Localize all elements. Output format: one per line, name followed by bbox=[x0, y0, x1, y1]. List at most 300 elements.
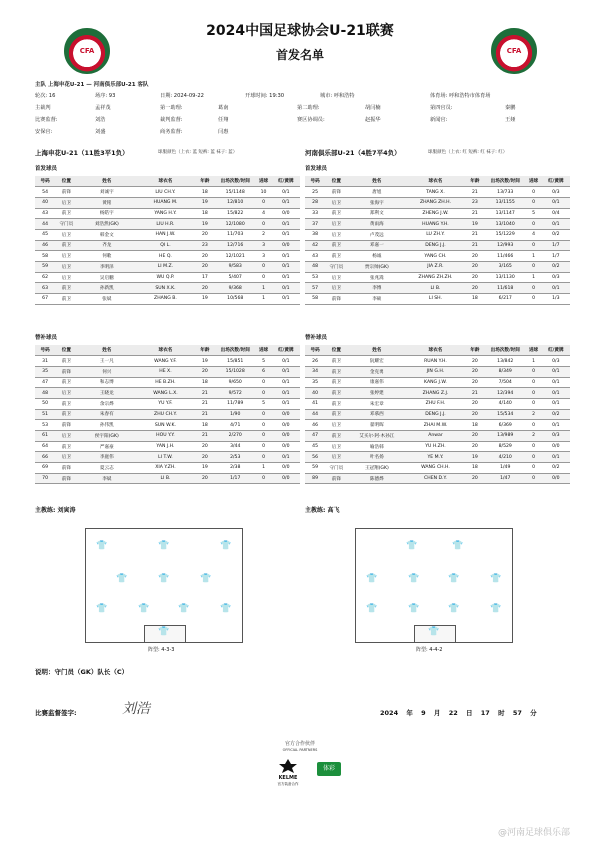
ar2-name: 胡闫楠 bbox=[365, 105, 381, 111]
table-cell: 后卫 bbox=[325, 197, 347, 208]
table-cell: ZHU CH.Y. bbox=[136, 409, 195, 420]
column-header: 号码 bbox=[305, 176, 325, 187]
table-cell: 40 bbox=[35, 197, 55, 208]
table-cell: 18 bbox=[195, 377, 215, 388]
table-cell: 后卫 bbox=[55, 262, 77, 273]
table-row bbox=[35, 441, 300, 452]
table-cell: 58 bbox=[35, 251, 55, 262]
table-cell: 前锋 bbox=[55, 187, 77, 198]
table-cell: 李博 bbox=[347, 283, 406, 294]
table-cell: 57 bbox=[305, 283, 325, 294]
table-cell: 前卫 bbox=[325, 251, 347, 262]
table-cell: 20 bbox=[195, 229, 215, 240]
table-row bbox=[305, 452, 570, 463]
table-cell: 15/1148 bbox=[215, 187, 255, 198]
column-header: 红/黄牌 bbox=[542, 176, 570, 187]
table-cell: YANG H.Y. bbox=[136, 208, 195, 219]
table-cell: 前锋 bbox=[55, 463, 77, 474]
date-part: 时 bbox=[498, 709, 505, 717]
table-cell: HE X. bbox=[136, 366, 195, 377]
table-cell: YU Y.F. bbox=[136, 398, 195, 409]
table-row bbox=[305, 463, 570, 474]
table-cell: 0/1 bbox=[272, 229, 300, 240]
column-header: 红/黄牌 bbox=[272, 345, 300, 356]
table-cell: 李庭伟 bbox=[77, 452, 136, 463]
table-cell: 53 bbox=[305, 272, 325, 283]
player-shirt-icon: 👕 bbox=[448, 574, 460, 584]
table-cell: 26 bbox=[305, 356, 325, 367]
table-cell: 0 bbox=[255, 420, 271, 431]
table-cell: 刘浩然(GK) bbox=[77, 219, 136, 230]
table-cell: 艾买尔·阿·木孙江 bbox=[347, 431, 406, 442]
table-cell: 18 bbox=[195, 187, 215, 198]
table-cell: 2/53 bbox=[215, 452, 255, 463]
table-cell: LI M.Z. bbox=[136, 262, 195, 273]
table-cell: 18 bbox=[195, 208, 215, 219]
table-cell: 19 bbox=[195, 463, 215, 474]
column-header: 位置 bbox=[325, 345, 347, 356]
table-cell: 0/1 bbox=[542, 388, 570, 399]
table-cell: 0/1 bbox=[542, 366, 570, 377]
column-header: 球衣名 bbox=[136, 345, 195, 356]
table-cell: 余宗烨 bbox=[77, 398, 136, 409]
table-cell: QI L. bbox=[136, 240, 195, 251]
table-cell: 34 bbox=[305, 366, 325, 377]
table-cell: 0 bbox=[255, 431, 271, 442]
table-cell: 5 bbox=[525, 208, 541, 219]
table-cell: 康嘉伟 bbox=[347, 377, 406, 388]
column-header: 号码 bbox=[35, 176, 55, 187]
table-cell: 前卫 bbox=[325, 398, 347, 409]
table-cell: 后卫 bbox=[325, 229, 347, 240]
player-shirt-icon: 👕 bbox=[448, 604, 460, 614]
table-cell: 0/1 bbox=[272, 197, 300, 208]
table-cell: WANG Y.F. bbox=[136, 356, 195, 367]
table-cell: 张婷建 bbox=[347, 388, 406, 399]
table-cell: 0/2 bbox=[542, 229, 570, 240]
column-header: 姓名 bbox=[347, 176, 406, 187]
table-cell: 0/0 bbox=[542, 473, 570, 484]
table-cell: 46 bbox=[35, 240, 55, 251]
table-cell: 54 bbox=[35, 187, 55, 198]
player-shirt-icon: 👕 bbox=[490, 574, 502, 584]
table-cell: SUN X.K. bbox=[136, 283, 195, 294]
column-header: 球衣名 bbox=[406, 345, 465, 356]
table-cell: 15/1028 bbox=[215, 366, 255, 377]
commissioner-label: 比赛监督: bbox=[35, 117, 58, 123]
table-row bbox=[35, 219, 300, 230]
table-cell: 37 bbox=[305, 219, 325, 230]
column-header: 位置 bbox=[55, 176, 77, 187]
table-cell: 58 bbox=[305, 294, 325, 305]
table-cell: 13/1147 bbox=[485, 208, 525, 219]
date-part: 月 bbox=[433, 709, 441, 717]
table-cell: ZHENG J.W. bbox=[406, 208, 465, 219]
table-row bbox=[305, 420, 570, 431]
column-header: 年龄 bbox=[465, 345, 485, 356]
table-cell: 0 bbox=[255, 219, 271, 230]
table-cell: 20 bbox=[465, 283, 485, 294]
player-shirt-icon: 👕 bbox=[366, 574, 378, 584]
table-cell: 1/17 bbox=[215, 473, 255, 484]
table-cell: 19 bbox=[195, 219, 215, 230]
table-cell: 12/1080 bbox=[215, 219, 255, 230]
table-cell: 9/572 bbox=[215, 388, 255, 399]
table-row bbox=[305, 409, 570, 420]
coordinator-name: 赵振华 bbox=[365, 117, 381, 123]
table-row bbox=[305, 431, 570, 442]
round: 轮次: 16 bbox=[35, 93, 56, 99]
business-name: 闫惠 bbox=[218, 129, 229, 135]
table-cell: 0/2 bbox=[542, 262, 570, 273]
table-cell: 前锋 bbox=[55, 366, 77, 377]
table-cell: 前卫 bbox=[55, 240, 77, 251]
table-cell: 21 bbox=[465, 240, 485, 251]
table-cell: 金克勇 bbox=[347, 366, 406, 377]
table-cell: 19 bbox=[195, 294, 215, 305]
table-cell: 20 bbox=[465, 377, 485, 388]
table-cell: 20 bbox=[465, 441, 485, 452]
table-cell: 18 bbox=[465, 463, 485, 474]
table-cell: 0/1 bbox=[272, 283, 300, 294]
table-cell: 杨皓宇 bbox=[77, 208, 136, 219]
player-shirt-icon: 👕 bbox=[96, 604, 108, 614]
home-subs-label: 替补球员 bbox=[35, 335, 58, 341]
table-cell: 50 bbox=[35, 398, 55, 409]
table-cell: 66 bbox=[35, 452, 55, 463]
table-cell: 前卫 bbox=[55, 294, 77, 305]
table-cell: 1/90 bbox=[215, 409, 255, 420]
table-cell: 11/703 bbox=[215, 229, 255, 240]
away-formation-pitch bbox=[355, 528, 513, 643]
table-cell: 12/716 bbox=[215, 240, 255, 251]
table-cell: 61 bbox=[35, 431, 55, 442]
table-cell: 13/1130 bbox=[485, 272, 525, 283]
press-name: 王娅 bbox=[505, 117, 516, 123]
date-part: 17 bbox=[480, 709, 490, 717]
table-cell: 2 bbox=[255, 229, 271, 240]
table-cell: 后卫 bbox=[55, 251, 77, 262]
table-cell: 0/1 bbox=[272, 452, 300, 463]
table-cell: 13/733 bbox=[485, 187, 525, 198]
table-cell: 18 bbox=[465, 420, 485, 431]
away-formation: 阵型: 4-4-2 bbox=[416, 647, 443, 653]
table-cell: 0/1 bbox=[272, 377, 300, 388]
table-cell: 王一凡 bbox=[77, 356, 136, 367]
table-cell: 前卫 bbox=[325, 356, 347, 367]
home-subs-table bbox=[35, 345, 300, 484]
table-cell: 12/394 bbox=[485, 388, 525, 399]
table-header-row bbox=[305, 345, 570, 356]
table-cell: 17 bbox=[195, 272, 215, 283]
player-shirt-icon: 👕 bbox=[158, 541, 170, 551]
table-cell: 62 bbox=[35, 272, 55, 283]
table-cell: ZHU F.H. bbox=[406, 398, 465, 409]
table-row bbox=[305, 208, 570, 219]
table-cell: 15/534 bbox=[485, 409, 525, 420]
table-cell: 20 bbox=[195, 473, 215, 484]
table-cell: RUAN Y.H. bbox=[406, 356, 465, 367]
cfa-logo-left: CFA bbox=[64, 28, 110, 74]
table-cell: 43 bbox=[305, 251, 325, 262]
table-cell: 0 bbox=[255, 452, 271, 463]
away-subs-label: 替补球员 bbox=[305, 335, 328, 341]
table-cell: 0/1 bbox=[272, 219, 300, 230]
column-header: 红/黄牌 bbox=[272, 176, 300, 187]
table-cell: 20 bbox=[465, 356, 485, 367]
table-cell: 翟明晖 bbox=[347, 420, 406, 431]
table-cell: 0/1 bbox=[272, 272, 300, 283]
table-cell: 59 bbox=[305, 463, 325, 474]
table-row bbox=[35, 197, 300, 208]
table-cell: 23 bbox=[465, 197, 485, 208]
table-cell: 1/7 bbox=[542, 240, 570, 251]
away-starting-table bbox=[305, 176, 570, 305]
table-cell: 1/47 bbox=[485, 473, 525, 484]
table-cell: 阮耀宏 bbox=[347, 356, 406, 367]
table-cell: 后卫 bbox=[55, 197, 77, 208]
table-cell: 45 bbox=[35, 229, 55, 240]
table-cell: 0/3 bbox=[542, 187, 570, 198]
ar1-name: 葛南 bbox=[218, 105, 229, 111]
table-cell: 12/810 bbox=[215, 197, 255, 208]
table-cell: 44 bbox=[35, 219, 55, 230]
table-row bbox=[305, 356, 570, 367]
away-starting-label: 首发球员 bbox=[305, 166, 328, 172]
table-cell: 4 bbox=[255, 208, 271, 219]
table-cell: 20 bbox=[465, 398, 485, 409]
table-cell: 13/989 bbox=[485, 431, 525, 442]
table-cell: 21 bbox=[465, 187, 485, 198]
table-cell: CHEN D.Y. bbox=[406, 473, 465, 484]
table-cell: 朱宏章 bbox=[347, 398, 406, 409]
table-cell: 守门员 bbox=[325, 463, 347, 474]
table-row bbox=[35, 229, 300, 240]
table-cell: 42 bbox=[305, 240, 325, 251]
table-cell: 齐龙 bbox=[77, 240, 136, 251]
table-cell: 0/1 bbox=[272, 294, 300, 305]
table-cell: 25 bbox=[305, 187, 325, 198]
table-cell: 前卫 bbox=[325, 409, 347, 420]
table-cell: 23 bbox=[195, 240, 215, 251]
table-cell: 20 bbox=[195, 452, 215, 463]
home-formation: 阵型: 4-3-3 bbox=[148, 647, 175, 653]
kelme-logo bbox=[277, 758, 299, 774]
table-row bbox=[305, 262, 570, 273]
table-cell: LI B. bbox=[136, 473, 195, 484]
table-cell: 28 bbox=[305, 197, 325, 208]
table-cell: 郑利文 bbox=[347, 208, 406, 219]
table-row bbox=[305, 283, 570, 294]
table-cell: 1 bbox=[255, 294, 271, 305]
sign-date bbox=[380, 708, 537, 717]
table-cell: LI B. bbox=[406, 283, 465, 294]
table-cell: 后卫 bbox=[55, 229, 77, 240]
table-cell: 0 bbox=[525, 283, 541, 294]
table-cell: 后卫 bbox=[55, 272, 77, 283]
table-cell: 何歌 bbox=[77, 251, 136, 262]
column-header: 红/黄牌 bbox=[542, 345, 570, 356]
venue: 体育场: 呼和浩特市体育场 bbox=[430, 93, 491, 99]
table-cell: 前卫 bbox=[325, 388, 347, 399]
match-number: 场序: 93 bbox=[95, 93, 116, 99]
table-row bbox=[305, 229, 570, 240]
column-header: 球衣名 bbox=[136, 176, 195, 187]
table-cell: 后卫 bbox=[325, 420, 347, 431]
table-cell: 0/1 bbox=[272, 356, 300, 367]
table-cell: 9/650 bbox=[215, 377, 255, 388]
table-cell: 0 bbox=[525, 240, 541, 251]
table-cell: 20 bbox=[195, 251, 215, 262]
table-cell: 侯宇阳(GK) bbox=[77, 431, 136, 442]
table-cell: Anwar bbox=[406, 431, 465, 442]
table-cell: 朱春有 bbox=[77, 409, 136, 420]
table-cell: 0/1 bbox=[272, 398, 300, 409]
table-cell: 何兴 bbox=[77, 366, 136, 377]
table-cell: 0 bbox=[255, 473, 271, 484]
column-header: 年龄 bbox=[195, 176, 215, 187]
table-row bbox=[35, 187, 300, 198]
table-cell: 20 bbox=[465, 262, 485, 273]
table-cell: 0 bbox=[255, 377, 271, 388]
table-cell: 0/4 bbox=[542, 208, 570, 219]
table-row bbox=[35, 473, 300, 484]
column-header: 年龄 bbox=[465, 176, 485, 187]
table-cell: YAN J.H. bbox=[136, 441, 195, 452]
teams-line: 主队 上海申花U-21 — 河南俱乐部U-21 客队 bbox=[35, 82, 149, 88]
table-cell: 后卫 bbox=[325, 452, 347, 463]
table-cell: 0/0 bbox=[272, 441, 300, 452]
table-cell: 35 bbox=[35, 366, 55, 377]
player-shirt-icon: 👕 bbox=[452, 541, 464, 551]
table-cell: 李斌 bbox=[77, 473, 136, 484]
table-row bbox=[305, 294, 570, 305]
table-cell: 3 bbox=[255, 251, 271, 262]
table-cell: 前卫 bbox=[55, 208, 77, 219]
table-cell: 李明泽 bbox=[77, 262, 136, 273]
table-cell: 5 bbox=[255, 398, 271, 409]
table-cell: 19 bbox=[195, 197, 215, 208]
table-cell: KANG J.W. bbox=[406, 377, 465, 388]
table-cell: 20 bbox=[465, 251, 485, 262]
table-cell: HUANG M. bbox=[136, 197, 195, 208]
table-cell: 邓嘉一 bbox=[347, 240, 406, 251]
table-row bbox=[35, 240, 300, 251]
table-cell: 前卫 bbox=[55, 441, 77, 452]
home-starting-table bbox=[35, 176, 300, 305]
table-cell: 12/1021 bbox=[215, 251, 255, 262]
table-cell: 21 bbox=[195, 409, 215, 420]
column-header: 出场次数/时间 bbox=[485, 345, 525, 356]
column-header: 姓名 bbox=[347, 345, 406, 356]
table-cell: 9/583 bbox=[215, 262, 255, 273]
table-row bbox=[35, 409, 300, 420]
table-cell: 张海宇 bbox=[347, 197, 406, 208]
table-row bbox=[35, 388, 300, 399]
table-cell: 唐旭 bbox=[347, 187, 406, 198]
table-cell: 刘诚宇 bbox=[77, 187, 136, 198]
away-subs-table bbox=[305, 345, 570, 484]
table-cell: 0/0 bbox=[272, 240, 300, 251]
table-cell: 18 bbox=[195, 420, 215, 431]
table-cell: 前锋 bbox=[325, 473, 347, 484]
table-cell: HE Q. bbox=[136, 251, 195, 262]
table-cell: 4 bbox=[525, 229, 541, 240]
table-cell: 2 bbox=[525, 431, 541, 442]
table-cell: HUANG Y.H. bbox=[406, 219, 465, 230]
column-header: 进球 bbox=[255, 176, 271, 187]
player-shirt-icon: 👕 bbox=[408, 574, 420, 584]
table-cell: 4/210 bbox=[485, 452, 525, 463]
table-cell: 70 bbox=[35, 473, 55, 484]
table-cell: 10 bbox=[255, 187, 271, 198]
table-cell: 严嘉豪 bbox=[77, 441, 136, 452]
table-cell: YU H.ZH. bbox=[406, 441, 465, 452]
table-row bbox=[305, 272, 570, 283]
table-cell: 1 bbox=[255, 463, 271, 474]
table-cell: 吴启鹏 bbox=[77, 272, 136, 283]
table-cell: 0/1 bbox=[542, 452, 570, 463]
watermark: @河南足球俱乐部 bbox=[498, 828, 571, 838]
table-cell: 后卫 bbox=[55, 431, 77, 442]
table-cell: 8/349 bbox=[485, 366, 525, 377]
kickoff-time: 开球时间: 19:30 bbox=[245, 93, 285, 99]
player-shirt-icon: 👕 bbox=[428, 627, 440, 637]
table-cell: 69 bbox=[35, 463, 55, 474]
table-cell: DENG J.J. bbox=[406, 240, 465, 251]
table-cell: TANG X. bbox=[406, 187, 465, 198]
table-cell: LIU CH.Y. bbox=[136, 187, 195, 198]
table-cell: 喻浩韩 bbox=[347, 441, 406, 452]
table-cell: 21 bbox=[465, 388, 485, 399]
table-cell: 41 bbox=[305, 398, 325, 409]
table-cell: 1 bbox=[525, 251, 541, 262]
table-cell: 48 bbox=[305, 262, 325, 273]
table-cell: 0 bbox=[525, 294, 541, 305]
table-row bbox=[305, 219, 570, 230]
match-info bbox=[35, 80, 575, 140]
sports-lottery-logo: 体彩 bbox=[317, 762, 341, 776]
table-cell: WANG L.X. bbox=[136, 388, 195, 399]
press-label: 新闻官: bbox=[430, 117, 448, 123]
player-shirt-icon: 👕 bbox=[96, 541, 108, 551]
table-row bbox=[35, 208, 300, 219]
table-header-row bbox=[305, 176, 570, 187]
table-cell: 0/1 bbox=[542, 219, 570, 230]
ar1-label: 第一助理: bbox=[160, 105, 183, 111]
table-cell: 守门员 bbox=[55, 219, 77, 230]
column-header: 姓名 bbox=[77, 345, 136, 356]
date-part: 年 bbox=[406, 709, 413, 717]
table-cell: 0 bbox=[525, 377, 541, 388]
column-header: 位置 bbox=[55, 345, 77, 356]
table-cell: 3/165 bbox=[485, 262, 525, 273]
table-row bbox=[35, 377, 300, 388]
table-row bbox=[35, 398, 300, 409]
security-label: 安保官: bbox=[35, 129, 53, 135]
table-cell: 89 bbox=[305, 473, 325, 484]
table-cell: 韩金文 bbox=[77, 229, 136, 240]
table-cell: 0/1 bbox=[272, 366, 300, 377]
table-cell: 卢茂远 bbox=[347, 229, 406, 240]
table-cell: 43 bbox=[35, 208, 55, 219]
table-cell: 2/38 bbox=[215, 463, 255, 474]
table-cell: ZHANG Z.J. bbox=[406, 388, 465, 399]
table-cell: 前卫 bbox=[55, 356, 77, 367]
table-cell: 19 bbox=[465, 452, 485, 463]
ref-supervisor-name: 任翔 bbox=[218, 117, 229, 123]
player-shirt-icon: 👕 bbox=[158, 574, 170, 584]
